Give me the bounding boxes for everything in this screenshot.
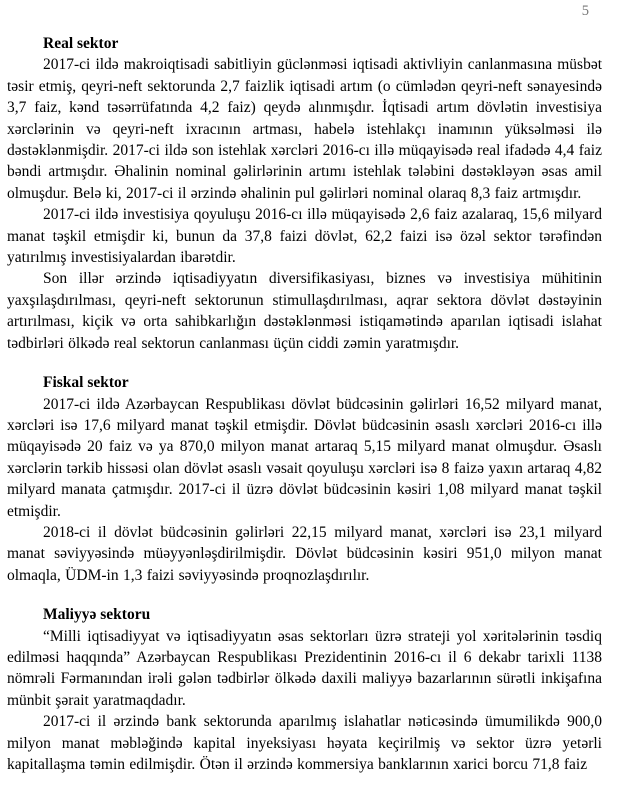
paragraph: 2017-ci ildə investisiya qoyuluşu 2016-cı illə müqayisədə 2,6 faiz azalaraq, 15,6 milyard manat təşkil etmişdir ki, bunun da 37,8 faizi dövlət, 62,2 faizi isə özəl sektor tərəfindən yatırılmış investisiyalardan ibarətdir.: [7, 206, 602, 267]
paragraph: 2017-ci ildə makroiqtisadi sabitliyin güclənməsi iqtisadi aktivliyin canlanmasına müsbət təsir etmiş, qeyri-neft sektorunda 2,7 faizlik iqtisadi artım (o cümlədən qeyri-neft sənayesində 3,7 faiz, kənd təsərrüfatında 4,2 faiz) qeydə alınmışdır. İqtisadi artım dövlətin investisiya xərclərinin və qeyri-neft ixracının artması, habelə istehlakçı inamının yüksəlməsi ilə dəstəklənmişdir. 2017-ci ildə son istehlak xərcləri 2016-cı illə müqayisədə real ifadədə 4,4 faiz bəndi artmışdır. Əhalinin nominal gəlirlərinin artımı istehlak tələbini dəstəkləyən əsas amil olmuşdur. Belə ki, 2017-ci il ərzində əhalinin pul gəlirləri nominal olaraq 8,3 faiz artmışdır.: [7, 56, 602, 202]
paragraph: 2017-ci ildə Azərbaycan Respublikası dövlət büdcəsinin gəlirləri 16,52 milyard manat, xərcləri isə 17,6 milyard manat təşkil etmişdir. Dövlət büdcəsinin əsaslı xərcləri 2016-cı illə müqayisədə 20 faiz və ya 870,0 milyon manat artaraq 5,15 milyard manat olmuşdur. Əsaslı xərclərin tərkib hissəsi olan dövlət əsaslı vəsait qoyuluşu xərcləri isə 8 faizə yaxın artaraq 4,82 milyard manata çatmışdır. 2017-ci il üzrə dövlət büdcəsinin kəsiri 1,08 milyard manat təşkil etmişdir.: [7, 395, 602, 520]
page-number: 5: [581, 3, 589, 19]
section-maliyye-sektoru: [7, 604, 602, 775]
section-heading: Fiskal sektor: [43, 374, 129, 392]
paragraph: 2018-ci il dövlət büdcəsinin gəlirləri 22,15 milyard manat, xərcləri isə 23,1 milyard manat səviyyəsində müəyyənləşdirilmişdir. Dövlət büdcəsinin kəsiri 951,0 milyon manat olmaqla, ÜDM-in 1,3 faizi səviyyəsində proqnozlaşdırılır.: [7, 523, 602, 584]
section-fiskal-sektor: [7, 372, 602, 586]
paragraph: “Milli iqtisadiyyat və iqtisadiyyatın əsas sektorları üzrə strateji yol xəritələrinin təsdiq edilməsi haqqında” Azərbaycan Respublikası Prezidentinin 2016-cı il 6 dekabr tarixli 1138 nömrəli Fərmanından irəli gələn tədbirlər ölkədə daxili maliyyə bazarlarının sürətli inkişafına münbit şərait yaratmaqdadır.: [7, 627, 602, 709]
paragraph: 2017-ci il ərzində bank sektorunda aparılmış islahatlar nəticəsində ümumilikdə 900,0 milyon manat məbləğində kapital inyeksiyası həyata keçirilmiş və sektor üzrə yetərli kapitallaşma təmin edilmişdir. Ötən il ərzində kommersiya banklarının xarici borcu 71,8 faiz: [7, 713, 602, 773]
section-heading: Maliyyə sektoru: [43, 606, 151, 624]
page-content: [7, 33, 602, 775]
paragraph: Son illər ərzində iqtisadiyyatın diversifikasiyası, biznes və investisiya mühitinin yaxşılaşdırılması, qeyri-neft sektorunun stimullaşdırılması, aqrar sektora dövlət dəstəyinin artırılması, kiçik və orta sahibkarlığın dəstəklənməsi istiqamətində aparılan iqtisadi islahat tədbirləri ölkədə real sektorun canlanması üçün ciddi zəmin yaratmışdır.: [7, 270, 602, 352]
section-real-sektor: [7, 33, 602, 354]
section-heading: Real sektor: [43, 35, 119, 52]
